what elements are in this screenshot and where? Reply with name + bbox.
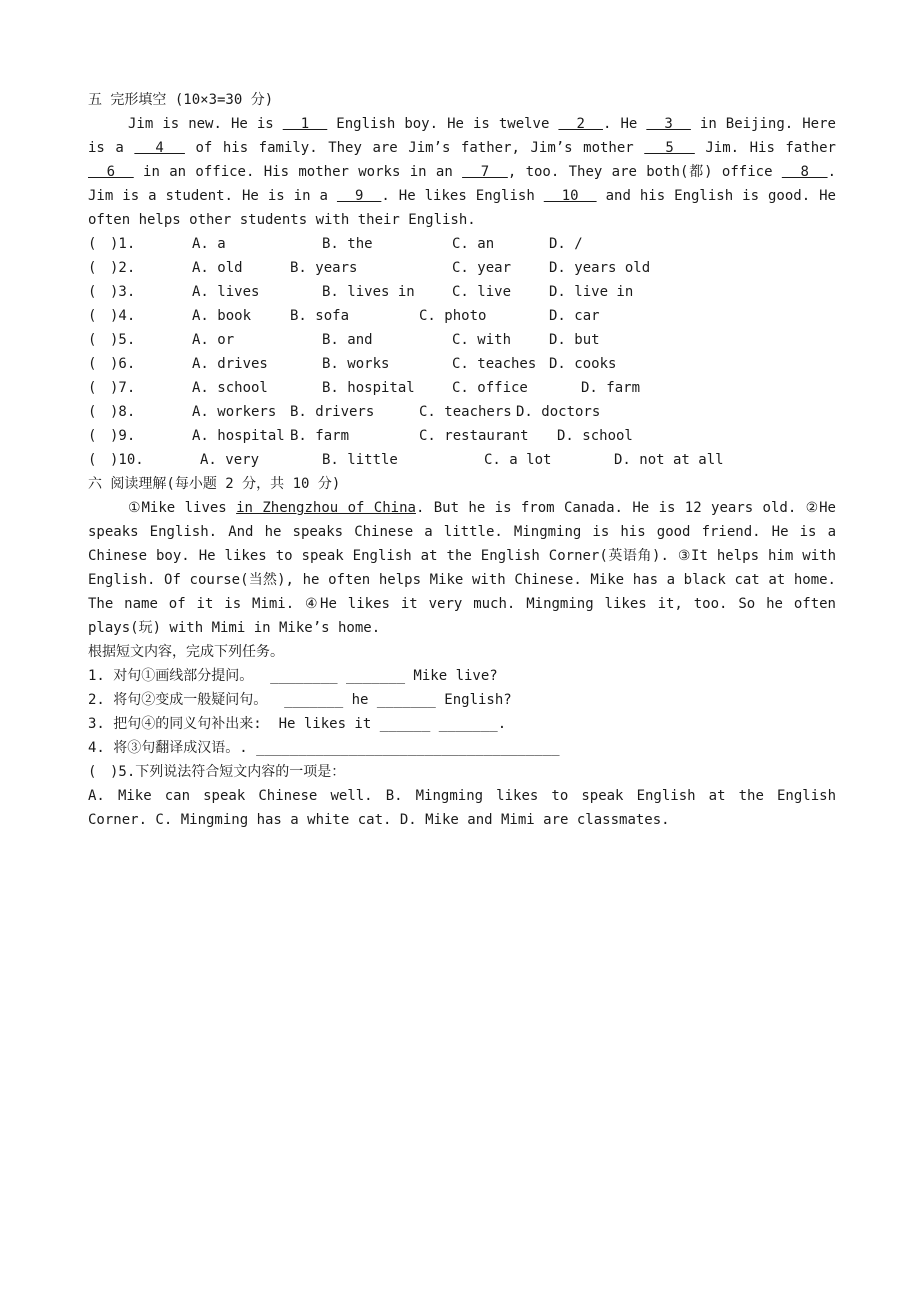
cloze-questions <box>88 232 836 472</box>
task-instruction: 根据短文内容，完成下列任务。 <box>88 644 284 660</box>
option: C. an <box>452 236 495 252</box>
passage-text: Jim is new. He is <box>128 116 283 132</box>
question-number: )1. <box>110 236 136 252</box>
question-row <box>88 256 836 280</box>
option: A. book <box>192 308 252 324</box>
option: D. live in <box>549 284 634 300</box>
option: A. hospital <box>192 428 285 444</box>
option: C. teachers <box>419 404 512 420</box>
option: A. drives <box>192 356 268 372</box>
option: D. but <box>549 332 600 348</box>
question-number: )5. <box>110 332 136 348</box>
passage-start: ①Mike lives <box>128 500 237 516</box>
task-3: 3. 把句④的同义句补出来: He likes it ______ _______. <box>88 716 507 732</box>
option: D. school <box>557 428 633 444</box>
question-row <box>88 448 836 472</box>
option: C. restaurant <box>419 428 529 444</box>
exam-page <box>88 88 836 832</box>
option: C. office <box>452 380 528 396</box>
passage-text: English boy. He is twelve <box>327 116 559 132</box>
question-5 <box>88 760 836 784</box>
option: B. hospital <box>322 380 415 396</box>
passage-text: . He <box>602 116 647 132</box>
passage-text: . He likes English <box>381 188 544 204</box>
question-number: )6. <box>110 356 136 372</box>
section5-title: 五 完形填空 (10×3=30 分) <box>88 92 274 108</box>
blank-5: 5 <box>644 140 695 156</box>
passage-text: Jim. His father <box>694 140 836 156</box>
option: C. live <box>452 284 512 300</box>
option: C. a lot <box>484 452 552 468</box>
answer-paren: ( <box>88 308 97 324</box>
option: D. car <box>549 308 600 324</box>
option: A. lives <box>192 284 260 300</box>
option: C. teaches <box>452 356 537 372</box>
option: A. old <box>192 260 243 276</box>
answer-paren: ( <box>88 764 97 780</box>
option: A. school <box>192 380 268 396</box>
option: D. doctors <box>516 404 601 420</box>
question-number: )4. <box>110 308 136 324</box>
section6-title: 六 阅读理解(每小题 2 分，共 10 分) <box>88 476 341 492</box>
blank-2: 2 <box>558 116 603 132</box>
question-row <box>88 352 836 376</box>
blank-9: 9 <box>336 188 382 204</box>
blank-3: 3 <box>646 116 691 132</box>
option: B. sofa <box>290 308 350 324</box>
answer-paren: ( <box>88 404 97 420</box>
option: A. workers <box>192 404 277 420</box>
question-number: )9. <box>110 428 136 444</box>
question-row <box>88 280 836 304</box>
passage-text: in an office. His mother works in an <box>133 164 463 180</box>
question-row <box>88 400 836 424</box>
answer-paren: ( <box>88 452 97 468</box>
option: A. a <box>192 236 226 252</box>
option: D. / <box>549 236 583 252</box>
option: A. or <box>192 332 235 348</box>
question-number: )2. <box>110 260 136 276</box>
option: D. farm <box>581 380 641 396</box>
question-number: )10. <box>110 452 144 468</box>
task-1: 1. 对句①画线部分提问。 ________ _______ Mike live? <box>88 668 498 684</box>
option: B. little <box>322 452 398 468</box>
blank-7: 7 <box>462 164 508 180</box>
answer-paren: ( <box>88 428 97 444</box>
question-row <box>88 304 836 328</box>
question-5-text: )5.下列说法符合短文内容的一项是： <box>110 764 346 780</box>
passage-text: , too. They are both(都) office <box>507 164 782 180</box>
answer-paren: ( <box>88 332 97 348</box>
question-row <box>88 424 836 448</box>
option: B. the <box>322 236 373 252</box>
option: C. year <box>452 260 512 276</box>
question-number: )3. <box>110 284 136 300</box>
blank-1: 1 <box>282 116 328 132</box>
option: D. years old <box>549 260 651 276</box>
option: B. drivers <box>290 404 375 420</box>
passage-text: and his English is good. He often helps other students with their English. <box>88 188 836 228</box>
option: C. photo <box>419 308 487 324</box>
underlined-phrase: in Zhengzhou of China <box>236 500 416 516</box>
answer-paren: ( <box>88 260 97 276</box>
option: A. very <box>200 452 260 468</box>
cloze-passage <box>88 112 836 232</box>
question-row <box>88 376 836 400</box>
passage-text: of his family. They are Jim’s father, Jim’s mother <box>184 140 645 156</box>
question-5-options: A. Mike can speak Chinese well. B. Mingming likes to speak English at the English Corner. C. Mingming has a white cat. D. Mike and Mimi are classmates. <box>88 788 836 828</box>
passage-rest: . But he is from Canada. He is 12 years old. ②He speaks English. And he speaks Chinese a little. Mingming is his good friend. He is a Chinese boy. He likes to speak English at the English Corner(英语角). ③It helps him with English. Of course(当然), he often helps Mike with Chinese. Mike has a black cat at home. The name of it is Mimi. ④He likes it very much. Mingming likes it, too. So he often plays(玩) with Mimi in Mike’s home. <box>88 500 836 636</box>
answer-paren: ( <box>88 236 97 252</box>
question-row <box>88 232 836 256</box>
blank-8: 8 <box>781 164 828 180</box>
answer-paren: ( <box>88 284 97 300</box>
question-number: )7. <box>110 380 136 396</box>
option: D. cooks <box>549 356 617 372</box>
option: C. with <box>452 332 512 348</box>
passage-text: in Beijing. Here is a <box>88 116 836 156</box>
question-row <box>88 328 836 352</box>
task-2: 2. 将句②变成一般疑问句。 _______ he _______ English? <box>88 692 512 708</box>
task-4: 4. 将③句翻译成汉语。. ____________________________________ <box>88 740 560 756</box>
blank-10: 10 <box>543 188 597 204</box>
option: B. years <box>290 260 358 276</box>
option: B. and <box>322 332 373 348</box>
option: B. lives in <box>322 284 415 300</box>
option: B. farm <box>290 428 350 444</box>
option: B. works <box>322 356 390 372</box>
blank-4: 4 <box>134 140 185 156</box>
answer-paren: ( <box>88 380 97 396</box>
reading-passage <box>88 496 836 640</box>
question-number: )8. <box>110 404 136 420</box>
blank-6: 6 <box>88 164 134 180</box>
option: D. not at all <box>614 452 724 468</box>
passage-text: . Jim is a student. He is in a <box>88 164 836 204</box>
answer-paren: ( <box>88 356 97 372</box>
